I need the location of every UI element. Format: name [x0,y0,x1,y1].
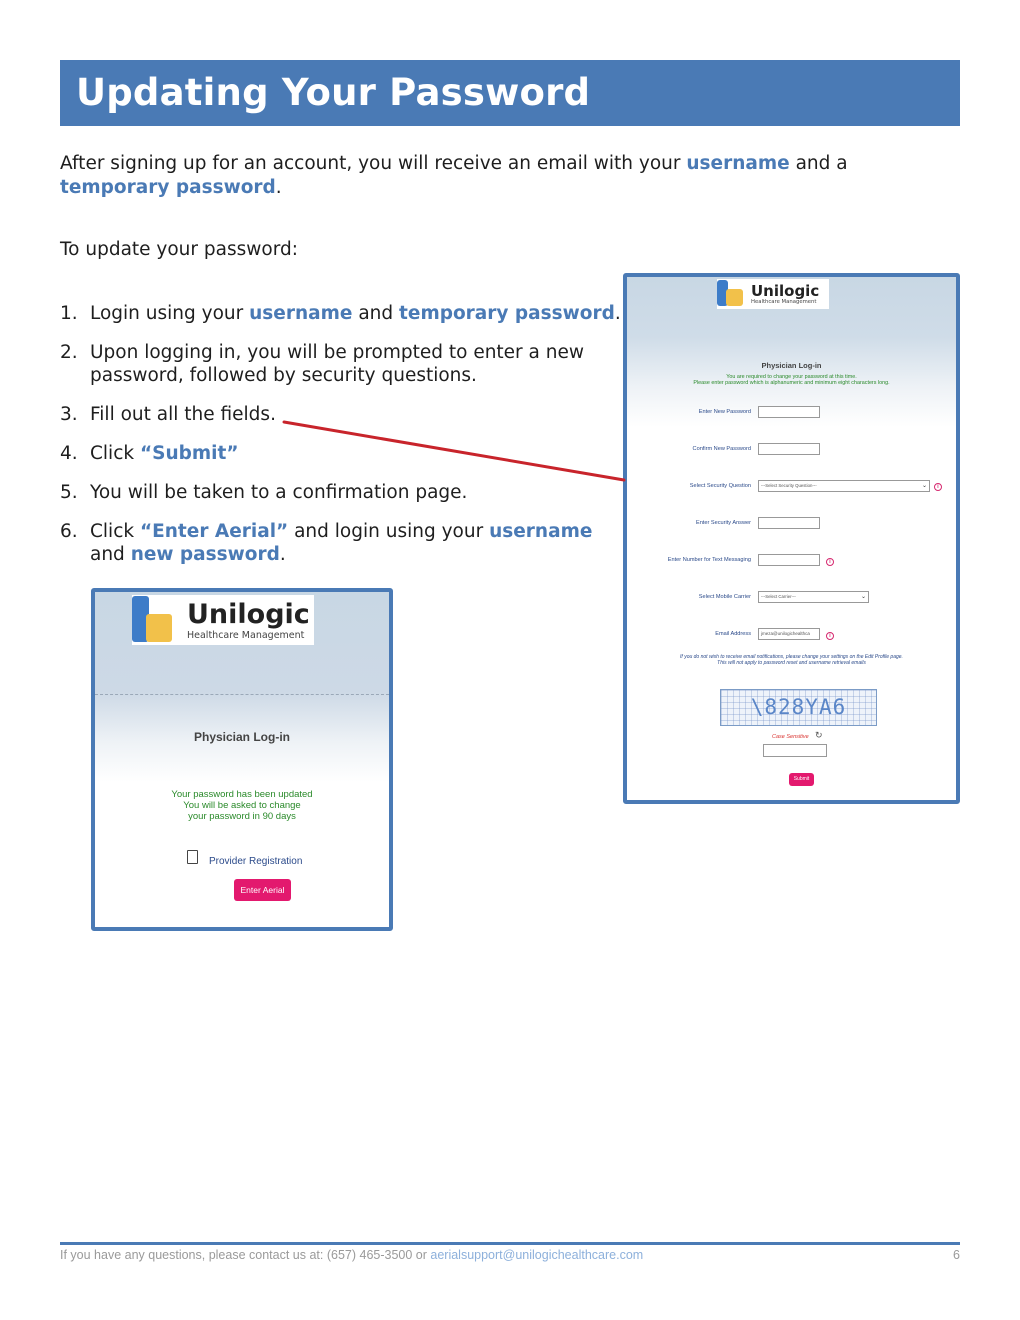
page-number: 6 [953,1248,960,1262]
step-item [60,341,630,387]
chevron-down-icon: ⌄ [921,483,927,489]
text-number-label: Enter Number for Text Messaging [667,557,751,563]
step-highlight: username [489,521,593,542]
step-item [60,442,630,465]
footer [60,1248,960,1262]
text-number-row [627,554,956,568]
todo-heading: To update your password: [60,239,298,260]
text-number-input[interactable] [758,554,820,566]
step-number: 5. [60,482,78,503]
confirm-message [95,789,389,822]
email-label: Email Address [715,631,751,637]
info-icon[interactable]: i [826,632,834,640]
mobile-carrier-select[interactable] [758,591,869,603]
confirm-password-label: Confirm New Password [692,446,751,452]
chevron-down-icon: ⌄ [860,594,866,600]
intro-text: and a [789,153,848,174]
confirm-message-line: You will be asked to change [183,800,301,811]
logo-brand-text: Unilogic [187,598,310,630]
info-icon[interactable]: i [826,558,834,566]
step-number: 2. [60,342,78,363]
mobile-carrier-label: Select Mobile Carrier [698,594,751,600]
step-number: 1. [60,303,78,324]
captcha-input[interactable] [763,744,827,757]
confirmation-screenshot [91,588,393,931]
logo-sub-text: Healthcare Management [751,299,817,305]
step-number: 3. [60,404,78,425]
step-number: 4. [60,443,78,464]
step-text: Login using your [90,303,250,324]
security-question-value: ---Select Security Question--- [761,483,817,488]
captcha-image: \828YA6 [720,689,877,726]
form-notice-2: Please enter password which is alphanumeric and minimum eight characters long. [693,380,890,386]
security-question-row [627,480,956,494]
confirm-message-line: your password in 90 days [188,811,296,822]
support-email-link[interactable]: aerialsupport@unilogichealthcare.com [430,1248,644,1262]
page-title: Updating Your Password [76,71,591,114]
confirm-password-input[interactable] [758,443,820,455]
temp-password-highlight: temporary password [60,177,276,198]
step-item [60,520,630,566]
email-input[interactable]: jmeza@unilogichealthca [758,628,820,640]
step-item [60,302,630,325]
confirm-message-line: Your password has been updated [171,789,313,800]
security-answer-label: Enter Security Answer [695,520,751,526]
enter-aerial-button[interactable]: Enter Aerial [234,879,291,901]
intro-paragraph [60,152,940,200]
divider [95,694,389,695]
confirm-title: Physician Log-in [193,730,290,744]
step-highlight: “Submit” [139,443,239,464]
unilogic-logo [132,595,314,645]
new-password-input[interactable] [758,406,820,418]
username-highlight: username [686,153,790,174]
email-row [627,628,956,642]
password-form-screenshot [623,273,960,804]
security-question-label: Select Security Question [689,483,751,489]
new-password-row [627,406,956,420]
step-text: and login using your [288,521,490,542]
step-highlight: new password [130,544,280,565]
security-answer-input[interactable] [758,517,820,529]
form-notice-1: You are required to change your password at this time. [726,374,857,380]
info-icon[interactable]: i [934,483,942,491]
form-title: Physician Log-in [761,361,822,370]
step-text: Click [90,521,140,542]
step-text: . [614,303,621,324]
step-text: Upon logging in, you will be prompted to enter a new password, followed by security questions. [90,342,584,386]
mobile-carrier-value: ---Select Carrier--- [761,594,796,599]
step-highlight: username [249,303,353,324]
logo-brand-text: Unilogic [751,282,820,300]
mobile-carrier-row [627,591,956,605]
step-highlight: “Enter Aerial” [139,521,289,542]
document-icon [187,850,198,864]
confirm-password-row [627,443,956,457]
security-question-select[interactable] [758,480,930,492]
unilogic-logo [717,279,829,309]
email-note-1: If you do not wish to receive email notifications, please change your settings on the Edit Profile page. [680,654,903,660]
case-sensitive-note: Case Sensitive [772,734,809,740]
step-highlight: temporary password [399,303,615,324]
footer-text: If you have any questions, please contact us at: (657) 465-3500 or [60,1248,431,1262]
new-password-label: Enter New Password [698,409,751,415]
logo-mark-icon [132,596,176,644]
footer-divider [60,1242,960,1245]
provider-registration-link[interactable]: Provider Registration [209,856,303,867]
intro-text: After signing up for an account, you will receive an email with your [60,153,687,174]
security-answer-row [627,517,956,531]
step-text: and [352,303,400,324]
logo-mark-icon [717,280,745,308]
submit-button[interactable]: Submit [789,773,814,786]
steps-list [60,302,630,582]
step-item [60,481,630,504]
intro-text: . [275,177,282,198]
step-item [60,403,630,426]
step-text: Click [90,443,140,464]
step-number: 6. [60,521,78,542]
step-text: You will be taken to a confirmation page. [90,482,468,503]
step-text: Fill out all the fields. [90,404,276,425]
logo-sub-text: Healthcare Management [187,629,305,641]
email-note-2: This will not apply to password reset and username retrieval emails [717,660,866,666]
step-text: and [90,544,131,565]
refresh-icon[interactable]: ↻ [815,730,823,740]
title-banner [60,60,960,126]
step-text: . [279,544,286,565]
